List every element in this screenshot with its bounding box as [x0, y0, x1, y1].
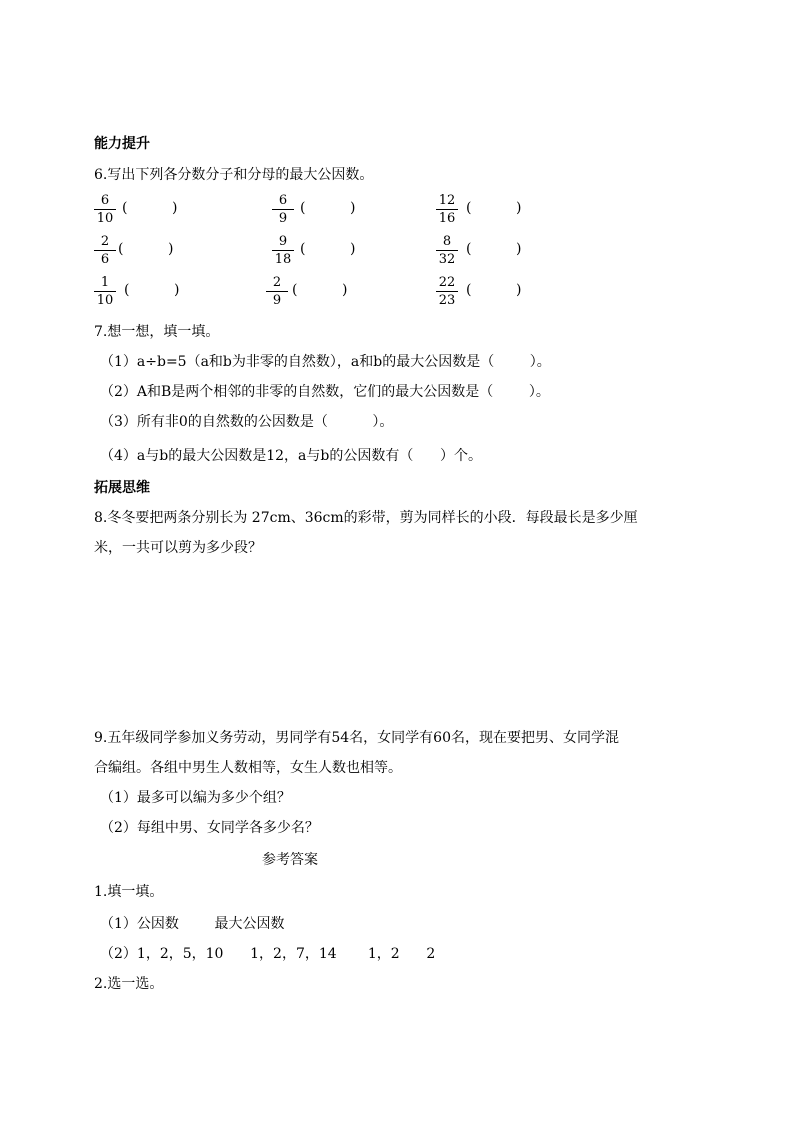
denominator: 10: [96, 293, 114, 308]
question-9-line-1: 9.五年级同学参加义务劳动，男同学有54名，女同学有60名，现在要把男、女同学混: [94, 730, 619, 746]
answer-blank: ( ): [118, 241, 174, 257]
denominator: 9: [278, 211, 288, 226]
section-title-ability: 能力提升: [94, 136, 150, 152]
fraction-item: [436, 275, 458, 308]
answer-1-line-1: （1）公因数 最大公因数: [100, 916, 285, 932]
numerator: 9: [272, 234, 294, 251]
denominator: 18: [274, 252, 292, 267]
question-7-item-4: （4）a与b的最大公因数是12，a与b的公因数有（ ）个。: [100, 448, 483, 464]
fraction-item: [272, 193, 294, 226]
denominator: 32: [438, 252, 456, 267]
section-title-extend: 拓展思维: [94, 480, 150, 496]
numerator: 8: [436, 234, 458, 251]
fraction-item: [272, 234, 294, 267]
answer-blank: ( ): [300, 200, 356, 216]
answer-blank: ( ): [122, 200, 178, 216]
question-7-item-2: （2）A和B是两个相邻的非零的自然数，它们的最大公因数是（ ）。: [100, 384, 550, 400]
numerator: 2: [266, 275, 288, 292]
answer-1-line-2: （2）1，2，5，10 1，2，7，14 1，2 2: [100, 946, 436, 962]
numerator: 6: [94, 193, 116, 210]
answer-blank: ( ): [292, 282, 348, 298]
denominator: 23: [438, 293, 456, 308]
answers-title: 参考答案: [262, 852, 318, 868]
numerator: 6: [272, 193, 294, 210]
fraction-item: [94, 234, 116, 267]
question-7-item-3: （3）所有非0的自然数的公因数是（ ）。: [100, 414, 394, 430]
fraction-item: [94, 193, 116, 226]
question-9-sub-2: （2）每组中男、女同学各多少名？: [100, 820, 319, 836]
denominator: 6: [100, 252, 110, 267]
fraction-item: [436, 234, 458, 267]
numerator: 22: [436, 275, 458, 292]
question-8-line-1: 8.冬冬要把两条分别长为 27cm、36cm的彩带，剪为同样长的小段．每段最长是多少厘: [94, 510, 638, 526]
question-7-prompt: 7.想一想，填一填。: [94, 324, 220, 340]
fraction-item: [436, 193, 458, 226]
denominator: 16: [438, 211, 456, 226]
numerator: 1: [94, 275, 116, 292]
question-9-sub-1: （1）最多可以编为多少个组？: [100, 790, 291, 806]
denominator: 9: [272, 293, 282, 308]
question-7-item-1: （1）a÷b=5（a和b为非零的自然数），a和b的最大公因数是（ ）。: [100, 354, 551, 370]
answer-1-title: 1.填一填。: [94, 884, 164, 900]
denominator: 10: [96, 211, 114, 226]
question-9-line-2: 合编组。各组中男生人数相等，女生人数也相等。: [94, 760, 402, 776]
fraction-item: [266, 275, 288, 308]
question-6-prompt: 6.写出下列各分数分子和分母的最大公因数。: [94, 167, 374, 183]
numerator: 2: [94, 234, 116, 251]
answer-blank: ( ): [124, 282, 180, 298]
answer-blank: ( ): [466, 282, 522, 298]
answer-blank: ( ): [300, 241, 356, 257]
answer-2-title: 2.选一选。: [94, 976, 164, 992]
answer-blank: ( ): [466, 200, 522, 216]
answer-blank: ( ): [466, 241, 522, 257]
numerator: 12: [436, 193, 458, 210]
question-8-line-2: 米，一共可以剪为多少段？: [94, 540, 262, 556]
fraction-item: [94, 275, 116, 308]
